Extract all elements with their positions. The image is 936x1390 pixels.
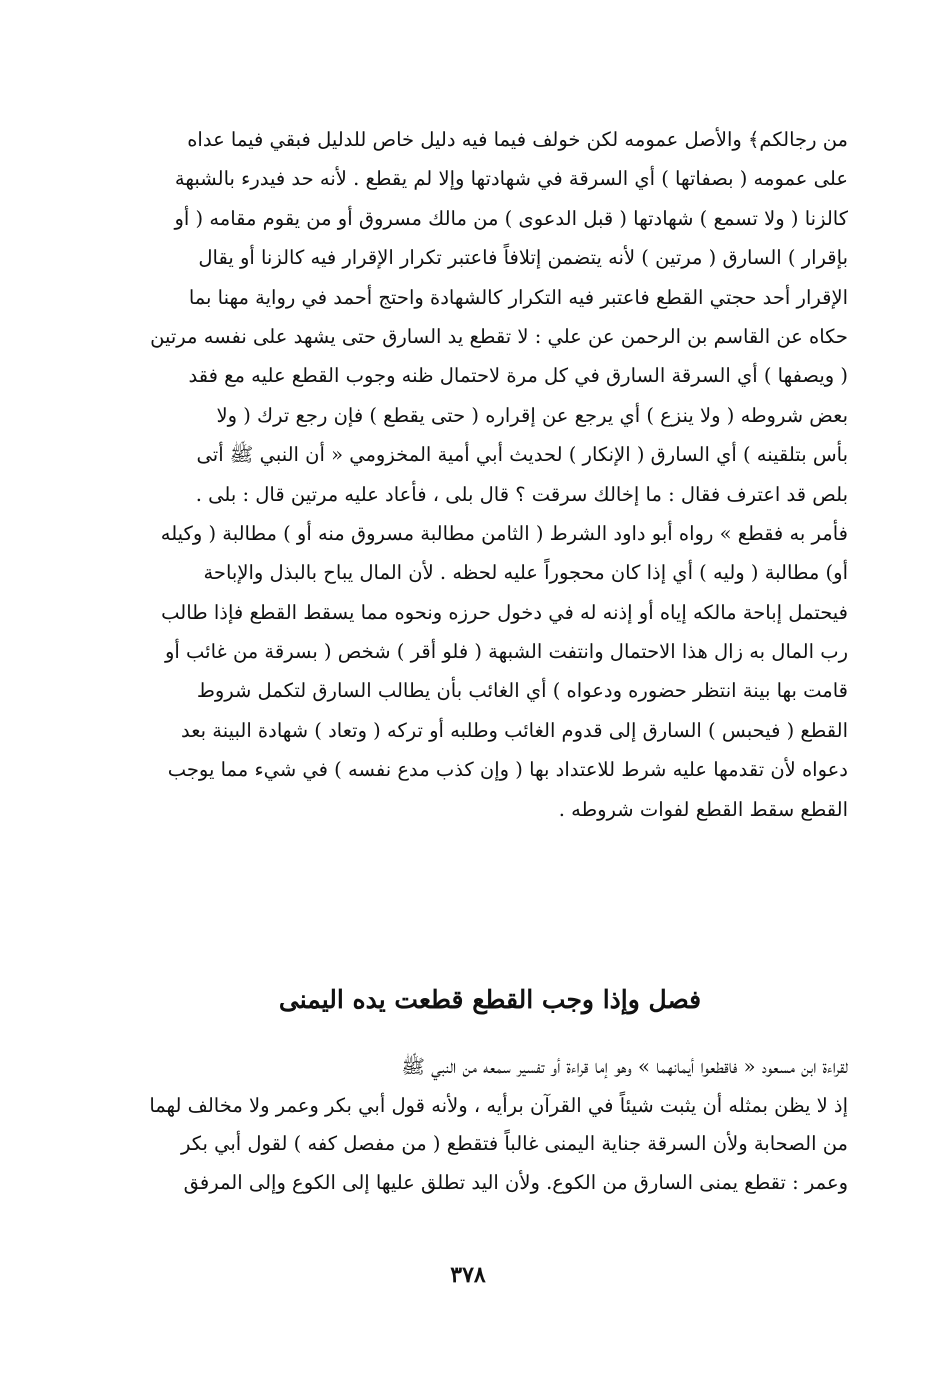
text-line: حكاه عن القاسم بن الرحمن عن علي : لا تقطع يد السارق حتى يشهد على نفسه مرتين [150,324,848,348]
text-line: بعض شروطه ( ولا ينزع ) أي يرجع عن إقراره ( حتى يقطع ) فإن رجع ترك ( ولا [216,403,848,427]
text-line: إذ لا يظن بمثله أن يثبت شيئاً في القرآن برأيه ، ولأنه قول أبي بكر وعمر ولا مخالف لهما [149,1093,848,1117]
text-line: فأمر به فقطع » رواه أبو داود الشرط ( الثامن مطالبة مسروق منه أو ) مطالبة ( وكيله [160,521,848,545]
page-number: ٣٧٨ [450,1262,486,1288]
text-line: فيحتمل إباحة مالكه إياه أو إذنه له في دخول حرزه ونحوه مما يسقط القطع فإذا طالب [161,600,848,624]
text-line: القطع سقط القطع لفوات شروطه . [558,797,848,821]
text-line: وعمر : تقطع يمنى السارق من الكوع. ولأن اليد تطلق عليها إلى الكوع وإلى المرفق [183,1170,848,1194]
text-line: بلص قد اعترف فقال : ما إخالك سرقت ؟ قال بلى ، فأعاد عليه مرتين قال : بلى . [195,482,848,506]
text-line: رب المال به زال هذا الاحتمال وانتفت الشبهة ( فلو أقر ) شخص ( بسرقة من غائب أو [165,640,848,664]
text-line: من الصحابة ولأن السرقة جناية اليمنى غالباً فتقطع ( من مفصل كفه ) لقول أبي بكر [180,1132,848,1155]
text-line: الإقرار أحد حجتي القطع فاعتبر فيه التكرار كالشهادة واحتج أحمد في رواية مهنا بما [188,285,848,309]
text-line: من رجالكم﴾ والأصل عمومه لكن خولف فيما فيه دليل خاص للدليل فبقي فيما عداه [187,128,848,151]
text-line: لقراءة ابن مسعود « فاقطعوا أيمانهما » وهو إما قراءة أو تفسير سمعه من النبي ﷺ [401,1055,848,1078]
main-paragraph [132,120,848,829]
section-heading: فصل وإذا وجب القطع قطعت يده اليمنى [278,985,702,1014]
text-line: على عمومه ( بصفاتها ) أي السرقة في شهادتها وإلا لم يقطع . لأنه حد فيدرء بالشبهة [174,167,848,191]
text-line: بإقرار ) السارق ( مرتين ) لأنه يتضمن إتلافاً فاعتبر تكرار الإقرار فيه كالزنا أو يقال [198,246,848,270]
text-line: ( ويصفها ) أي السرقة السارق في كل مرة لاحتمال ظنه وجوب القطع عليه مع فقد [188,364,848,388]
text-line: كالزنا ( ولا تسمع ) شهادتها ( قبل الدعوى ) من مالك مسروق أو من يقوم مقامه ( أو [174,206,848,230]
text-line: قامت بها بينة انتظر حضوره ودعواه ) أي الغائب بأن يطالب السارق لتكمل شروط [196,679,848,703]
text-line: دعواه لأن تقدمها عليه شرط للاعتداد بها ( وإن كذب مدع نفسه ) في شيء مما يوجب [167,758,848,782]
section-paragraph [132,1048,848,1202]
text-line: أو) مطالبة ( وليه ) أي إذا كان محجوراً عليه لحظه . لأن المال يباح بالبذل والإباحة [203,561,848,585]
text-line: القطع ( فيحبس ) السارق إلى قدوم الغائب وطلبه أو تركه ( وتعاد ) شهادة البينة بعد [181,718,848,742]
text-line: بأس بتلقينه ) أي السارق ( الإنكار ) لحديث أبي أمية المخزومي « أن النبي ﷺ أتى [196,443,848,467]
